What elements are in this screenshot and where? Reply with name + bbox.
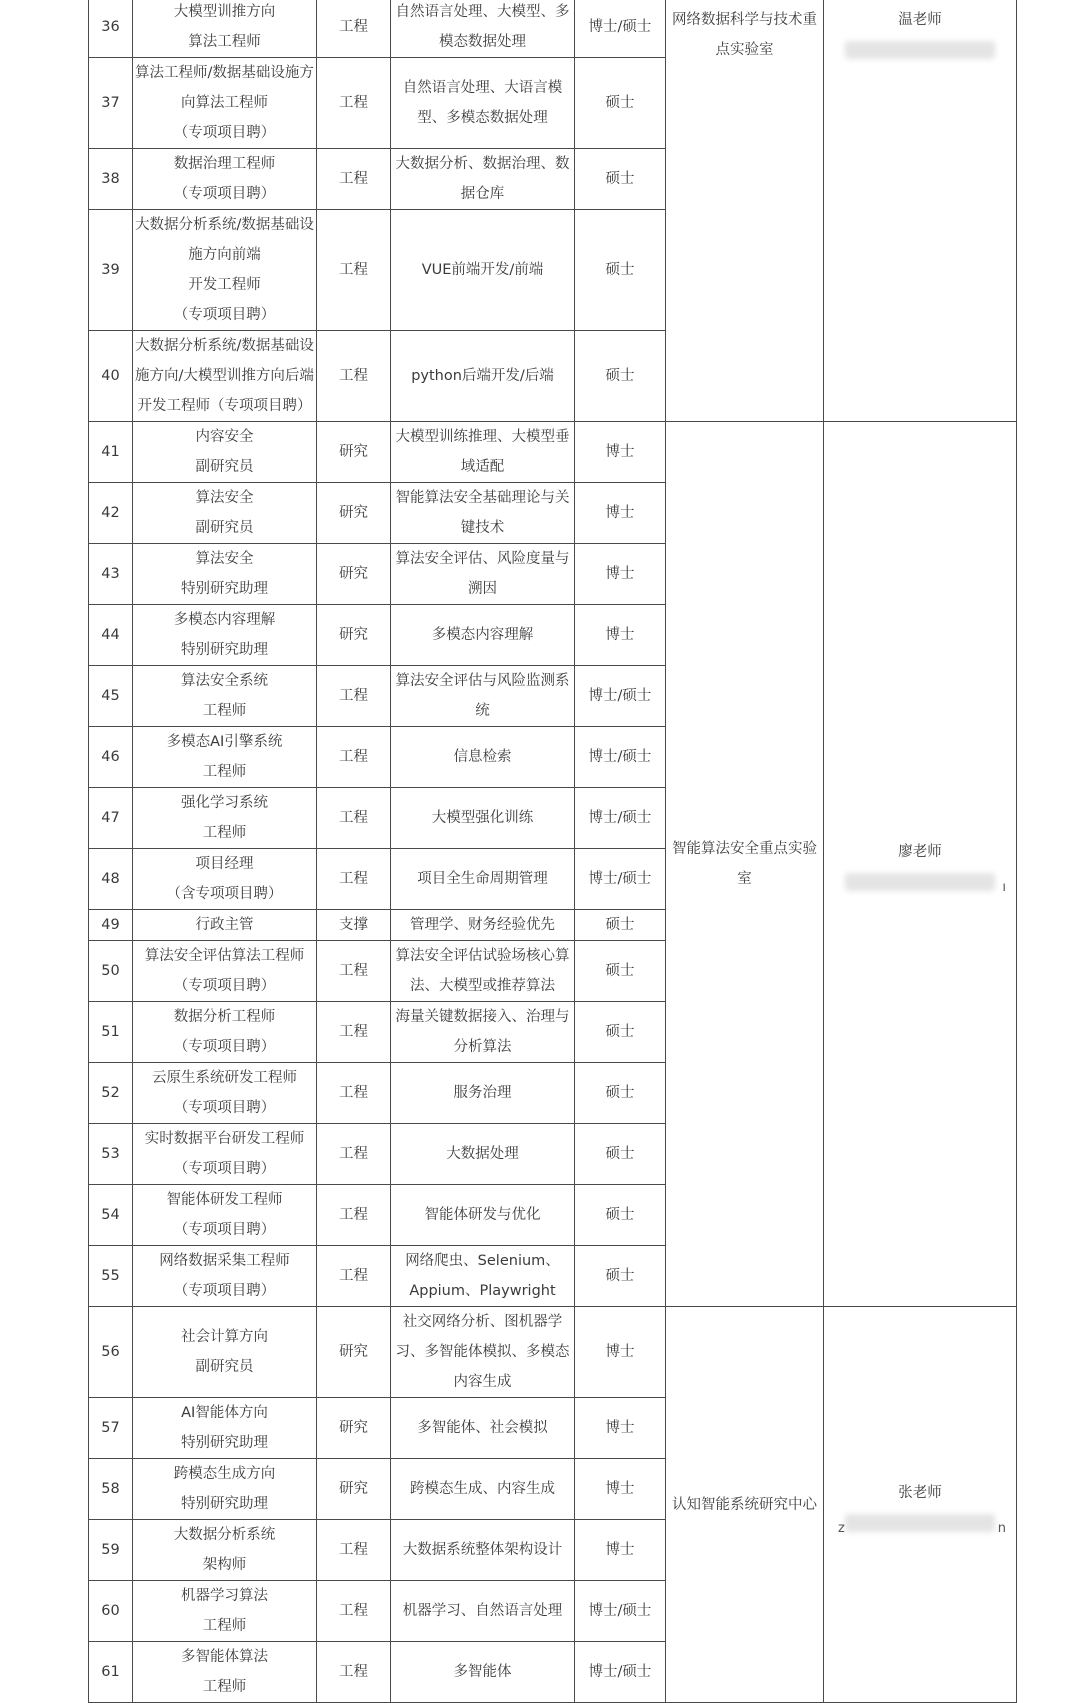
position-cell-line: （专项项目聘） bbox=[173, 186, 276, 202]
job-table bbox=[88, 0, 1017, 1703]
position-cell-line: （专项项目聘） bbox=[173, 1283, 276, 1299]
position-cell-line: 副研究员 bbox=[195, 1359, 254, 1375]
direction-cell-line: 溯因 bbox=[468, 581, 497, 597]
position-cell bbox=[133, 210, 317, 331]
direction-cell-line: VUE前端开发/前端 bbox=[421, 262, 544, 278]
direction-cell-line: 管理学、财务经验优先 bbox=[410, 917, 555, 933]
position-cell-line: 大模型训推方向 bbox=[173, 4, 276, 20]
direction-cell bbox=[391, 331, 575, 422]
degree-cell: 博士/硕士 bbox=[575, 0, 666, 58]
table-row bbox=[89, 0, 1017, 58]
degree-cell: 博士/硕士 bbox=[575, 666, 666, 727]
position-cell-line: 向算法工程师 bbox=[181, 95, 268, 111]
job-type-cell: 支撑 bbox=[317, 910, 391, 941]
position-cell-line: （专项项目聘） bbox=[173, 1100, 276, 1116]
position-cell-line: 施方向前端 bbox=[188, 247, 261, 263]
position-cell-line: 开发工程师 bbox=[188, 277, 261, 293]
position-cell bbox=[133, 1246, 317, 1307]
redaction-blur bbox=[845, 41, 995, 59]
row-number: 54 bbox=[89, 1185, 133, 1246]
position-cell-line: 社会计算方向 bbox=[181, 1329, 268, 1345]
job-type-cell: 工程 bbox=[317, 1642, 391, 1703]
row-number: 45 bbox=[89, 666, 133, 727]
row-number: 53 bbox=[89, 1124, 133, 1185]
job-type-cell: 工程 bbox=[317, 727, 391, 788]
direction-cell bbox=[391, 1063, 575, 1124]
job-type-cell: 工程 bbox=[317, 1002, 391, 1063]
position-cell-line: 算法安全评估算法工程师 bbox=[144, 948, 305, 964]
row-number: 47 bbox=[89, 788, 133, 849]
degree-cell: 博士/硕士 bbox=[575, 1581, 666, 1642]
position-cell-line: 工程师 bbox=[202, 825, 247, 841]
position-cell bbox=[133, 910, 317, 941]
direction-cell bbox=[391, 1581, 575, 1642]
direction-cell-line: 智能体研发与优化 bbox=[424, 1207, 541, 1223]
degree-cell: 博士 bbox=[575, 605, 666, 666]
direction-cell-line: 社交网络分析、图机器学 bbox=[402, 1314, 563, 1330]
direction-cell bbox=[391, 1124, 575, 1185]
direction-cell-line: 大模型强化训练 bbox=[431, 810, 534, 826]
position-cell bbox=[133, 1398, 317, 1459]
position-cell-line: （专项项目聘） bbox=[173, 1161, 276, 1177]
direction-cell-line: 法、大模型或推荐算法 bbox=[410, 978, 555, 994]
position-cell-line: 大数据分析系统 bbox=[173, 1527, 276, 1543]
row-number: 37 bbox=[89, 58, 133, 149]
direction-cell-line: 大模型训练推理、大模型垂 bbox=[395, 429, 570, 445]
direction-cell bbox=[391, 1398, 575, 1459]
direction-cell bbox=[391, 849, 575, 910]
direction-cell-line: 键技术 bbox=[460, 520, 505, 536]
direction-cell-line: 内容生成 bbox=[453, 1374, 512, 1390]
direction-cell bbox=[391, 727, 575, 788]
position-cell bbox=[133, 1124, 317, 1185]
position-cell-line: 特别研究助理 bbox=[181, 1435, 268, 1451]
direction-cell bbox=[391, 149, 575, 210]
degree-cell: 硕士 bbox=[575, 1124, 666, 1185]
position-cell-line: 工程师 bbox=[202, 764, 247, 780]
position-cell-line: 多智能体算法 bbox=[181, 1649, 268, 1665]
job-type-cell: 工程 bbox=[317, 331, 391, 422]
direction-cell bbox=[391, 422, 575, 483]
job-type-cell: 研究 bbox=[317, 483, 391, 544]
position-cell bbox=[133, 0, 317, 58]
contact-suffix: n bbox=[997, 1520, 1006, 1536]
job-type-cell: 工程 bbox=[317, 1063, 391, 1124]
row-number: 58 bbox=[89, 1459, 133, 1520]
direction-cell-line: 据仓库 bbox=[460, 186, 505, 202]
job-type-cell: 研究 bbox=[317, 1459, 391, 1520]
direction-cell-line: 算法安全评估、风险度量与 bbox=[395, 551, 570, 567]
contact-name: 温老师 bbox=[898, 12, 942, 28]
contact-name: 廖老师 bbox=[898, 844, 942, 860]
direction-cell bbox=[391, 210, 575, 331]
position-cell-line: 算法安全系统 bbox=[181, 673, 268, 689]
contact-cell bbox=[824, 1307, 1017, 1703]
degree-cell: 博士/硕士 bbox=[575, 849, 666, 910]
position-cell-line: 大数据分析系统/数据基础设 bbox=[135, 338, 314, 354]
position-cell-line: 云原生系统研发工程师 bbox=[152, 1070, 297, 1086]
position-cell-line: 副研究员 bbox=[195, 459, 254, 475]
direction-cell-line: 算法安全评估与风险监测系 bbox=[395, 673, 570, 689]
position-cell-line: （专项项目聘） bbox=[173, 125, 276, 141]
direction-cell-line: 算法安全评估试验场核心算 bbox=[395, 948, 570, 964]
position-cell-line: 智能体研发工程师 bbox=[166, 1192, 283, 1208]
position-cell bbox=[133, 849, 317, 910]
job-type-cell: 研究 bbox=[317, 605, 391, 666]
direction-cell-line: 多智能体 bbox=[453, 1664, 512, 1680]
position-cell-line: 特别研究助理 bbox=[181, 642, 268, 658]
degree-cell: 博士 bbox=[575, 1398, 666, 1459]
job-type-cell: 工程 bbox=[317, 58, 391, 149]
position-cell-line: 特别研究助理 bbox=[181, 581, 268, 597]
position-cell bbox=[133, 422, 317, 483]
position-cell-line: 特别研究助理 bbox=[181, 1496, 268, 1512]
direction-cell-line: 分析算法 bbox=[453, 1039, 512, 1055]
job-type-cell: 工程 bbox=[317, 1246, 391, 1307]
direction-cell bbox=[391, 910, 575, 941]
direction-cell-line: 自然语言处理、大模型、多 bbox=[395, 4, 570, 20]
degree-cell: 硕士 bbox=[575, 149, 666, 210]
degree-cell: 博士 bbox=[575, 544, 666, 605]
job-type-cell: 研究 bbox=[317, 1307, 391, 1398]
position-cell bbox=[133, 788, 317, 849]
position-cell-line: 算法安全 bbox=[195, 551, 254, 567]
department-cell-line: 智能算法安全重点实验 bbox=[672, 841, 817, 857]
row-number: 50 bbox=[89, 941, 133, 1002]
position-cell-line: 工程师 bbox=[202, 1679, 247, 1695]
direction-cell bbox=[391, 1307, 575, 1398]
direction-cell-line: 海量关键数据接入、治理与 bbox=[395, 1009, 570, 1025]
position-cell bbox=[133, 605, 317, 666]
degree-cell: 博士 bbox=[575, 1459, 666, 1520]
row-number: 36 bbox=[89, 0, 133, 58]
row-number: 43 bbox=[89, 544, 133, 605]
direction-cell-line: 域适配 bbox=[460, 459, 505, 475]
position-cell-line: 工程师 bbox=[202, 1618, 247, 1634]
position-cell-line: （专项项目聘） bbox=[173, 1039, 276, 1055]
row-number: 40 bbox=[89, 331, 133, 422]
direction-cell-line: 网络爬虫、Selenium、 bbox=[405, 1253, 560, 1269]
job-type-cell: 工程 bbox=[317, 149, 391, 210]
department-cell bbox=[666, 0, 824, 422]
position-cell-line: 多模态内容理解 bbox=[173, 612, 276, 628]
direction-cell-line: 项目全生命周期管理 bbox=[417, 871, 548, 887]
job-type-cell: 工程 bbox=[317, 788, 391, 849]
job-type-cell: 工程 bbox=[317, 210, 391, 331]
row-number: 55 bbox=[89, 1246, 133, 1307]
direction-cell bbox=[391, 483, 575, 544]
redaction-blur bbox=[845, 873, 995, 891]
direction-cell-line: 型、多模态数据处理 bbox=[417, 110, 548, 126]
direction-cell-line: 大数据处理 bbox=[446, 1146, 519, 1162]
position-cell bbox=[133, 666, 317, 727]
row-number: 49 bbox=[89, 910, 133, 941]
direction-cell bbox=[391, 58, 575, 149]
job-type-cell: 研究 bbox=[317, 544, 391, 605]
position-cell-line: （专项项目聘） bbox=[173, 307, 276, 323]
department-cell-line: 认知智能系统研究中心 bbox=[672, 1496, 817, 1513]
job-type-cell: 工程 bbox=[317, 0, 391, 58]
position-cell-line: 多模态AI引擎系统 bbox=[166, 734, 283, 750]
position-cell-line: 行政主管 bbox=[195, 917, 254, 933]
position-cell-line: 开发工程师（专项项目聘） bbox=[137, 398, 312, 414]
direction-cell-line: 自然语言处理、大语言模 bbox=[402, 80, 563, 96]
direction-cell bbox=[391, 666, 575, 727]
job-table-body bbox=[89, 0, 1017, 1703]
degree-cell: 硕士 bbox=[575, 1185, 666, 1246]
position-cell-line: 跨模态生成方向 bbox=[173, 1466, 276, 1482]
direction-cell-line: 模态数据处理 bbox=[439, 34, 526, 50]
row-number: 46 bbox=[89, 727, 133, 788]
degree-cell: 博士 bbox=[575, 483, 666, 544]
row-number: 42 bbox=[89, 483, 133, 544]
job-type-cell: 工程 bbox=[317, 666, 391, 727]
degree-cell: 硕士 bbox=[575, 1246, 666, 1307]
direction-cell bbox=[391, 1002, 575, 1063]
row-number: 41 bbox=[89, 422, 133, 483]
position-cell-line: 网络数据采集工程师 bbox=[159, 1253, 290, 1269]
direction-cell bbox=[391, 1642, 575, 1703]
department-cell bbox=[666, 422, 824, 1307]
degree-cell: 博士/硕士 bbox=[575, 1642, 666, 1703]
position-cell bbox=[133, 331, 317, 422]
position-cell-line: （专项项目聘） bbox=[173, 978, 276, 994]
job-type-cell: 工程 bbox=[317, 849, 391, 910]
position-cell bbox=[133, 483, 317, 544]
position-cell-line: AI智能体方向 bbox=[181, 1405, 268, 1421]
position-cell-line: 算法工程师 bbox=[188, 34, 261, 50]
direction-cell bbox=[391, 605, 575, 666]
contact-suffix: ı bbox=[1002, 880, 1006, 895]
position-cell bbox=[133, 1185, 317, 1246]
position-cell bbox=[133, 1581, 317, 1642]
row-number: 38 bbox=[89, 149, 133, 210]
degree-cell: 硕士 bbox=[575, 210, 666, 331]
degree-cell: 博士/硕士 bbox=[575, 727, 666, 788]
direction-cell-line: 机器学习、自然语言处理 bbox=[402, 1603, 563, 1619]
row-number: 52 bbox=[89, 1063, 133, 1124]
department-cell-line: 网络数据科学与技术重 bbox=[672, 12, 817, 28]
position-cell bbox=[133, 1459, 317, 1520]
position-cell-line: 架构师 bbox=[202, 1557, 247, 1573]
row-number: 44 bbox=[89, 605, 133, 666]
position-cell-line: 数据治理工程师 bbox=[173, 156, 276, 172]
direction-cell-line: 大数据系统整体架构设计 bbox=[402, 1542, 563, 1558]
redacted-contact-info bbox=[826, 1514, 1014, 1536]
position-cell bbox=[133, 1063, 317, 1124]
redacted-contact-info bbox=[826, 41, 1014, 59]
row-number: 51 bbox=[89, 1002, 133, 1063]
row-number: 59 bbox=[89, 1520, 133, 1581]
job-type-cell: 工程 bbox=[317, 941, 391, 1002]
degree-cell: 博士 bbox=[575, 1520, 666, 1581]
row-number: 48 bbox=[89, 849, 133, 910]
degree-cell: 博士 bbox=[575, 1307, 666, 1398]
direction-cell bbox=[391, 1246, 575, 1307]
direction-cell-line: 信息检索 bbox=[453, 749, 512, 765]
job-type-cell: 研究 bbox=[317, 422, 391, 483]
position-cell bbox=[133, 1520, 317, 1581]
position-cell-line: 机器学习算法 bbox=[181, 1588, 268, 1604]
position-cell-line: 项目经理 bbox=[195, 856, 254, 872]
contact-prefix: z bbox=[838, 1520, 845, 1536]
job-type-cell: 工程 bbox=[317, 1185, 391, 1246]
redacted-contact-info bbox=[826, 873, 1014, 895]
direction-cell bbox=[391, 0, 575, 58]
position-cell-line: （专项项目聘） bbox=[173, 1222, 276, 1238]
department-cell-line: 点实验室 bbox=[715, 42, 774, 58]
degree-cell: 博士 bbox=[575, 422, 666, 483]
contact-name: 张老师 bbox=[898, 1484, 942, 1501]
position-cell-line: 副研究员 bbox=[195, 520, 254, 536]
direction-cell bbox=[391, 941, 575, 1002]
row-number: 56 bbox=[89, 1307, 133, 1398]
row-number: 60 bbox=[89, 1581, 133, 1642]
job-type-cell: 工程 bbox=[317, 1520, 391, 1581]
contact-cell bbox=[824, 0, 1017, 422]
position-cell-line: 算法工程师/数据基础设施方 bbox=[135, 65, 314, 81]
position-cell bbox=[133, 149, 317, 210]
job-type-cell: 工程 bbox=[317, 1581, 391, 1642]
position-cell bbox=[133, 1002, 317, 1063]
degree-cell: 硕士 bbox=[575, 331, 666, 422]
redaction-blur bbox=[845, 1514, 995, 1532]
position-cell-line: 大数据分析系统/数据基础设 bbox=[135, 217, 314, 233]
position-cell-line: 内容安全 bbox=[195, 429, 254, 445]
position-cell bbox=[133, 941, 317, 1002]
direction-cell bbox=[391, 1185, 575, 1246]
direction-cell-line: 统 bbox=[475, 703, 490, 719]
position-cell-line: 施方向/大模型训推方向后端 bbox=[135, 368, 314, 384]
department-cell-line: 室 bbox=[737, 871, 752, 887]
position-cell bbox=[133, 544, 317, 605]
job-type-cell: 工程 bbox=[317, 1124, 391, 1185]
direction-cell-line: 多模态内容理解 bbox=[431, 627, 534, 643]
position-cell-line: （含专项项目聘） bbox=[166, 886, 283, 902]
direction-cell-line: 大数据分析、数据治理、数 bbox=[395, 156, 570, 172]
direction-cell-line: Appium、Playwright bbox=[409, 1283, 556, 1299]
department-cell bbox=[666, 1307, 824, 1703]
position-cell bbox=[133, 58, 317, 149]
position-cell-line: 强化学习系统 bbox=[181, 795, 268, 811]
position-cell bbox=[133, 1307, 317, 1398]
direction-cell-line: 智能算法安全基础理论与关 bbox=[395, 490, 570, 506]
row-number: 57 bbox=[89, 1398, 133, 1459]
degree-cell: 硕士 bbox=[575, 1002, 666, 1063]
degree-cell: 硕士 bbox=[575, 58, 666, 149]
direction-cell bbox=[391, 1459, 575, 1520]
row-number: 39 bbox=[89, 210, 133, 331]
degree-cell: 硕士 bbox=[575, 910, 666, 941]
position-cell-line: 算法安全 bbox=[195, 490, 254, 506]
degree-cell: 博士/硕士 bbox=[575, 788, 666, 849]
direction-cell bbox=[391, 544, 575, 605]
position-cell-line: 数据分析工程师 bbox=[173, 1009, 276, 1025]
position-cell-line: 实时数据平台研发工程师 bbox=[144, 1131, 305, 1147]
position-cell bbox=[133, 1642, 317, 1703]
direction-cell bbox=[391, 1520, 575, 1581]
direction-cell bbox=[391, 788, 575, 849]
degree-cell: 硕士 bbox=[575, 941, 666, 1002]
job-type-cell: 研究 bbox=[317, 1398, 391, 1459]
contact-cell bbox=[824, 422, 1017, 1307]
direction-cell-line: 多智能体、社会模拟 bbox=[417, 1420, 548, 1436]
row-number: 61 bbox=[89, 1642, 133, 1703]
direction-cell-line: 跨模态生成、内容生成 bbox=[410, 1481, 555, 1497]
position-cell bbox=[133, 727, 317, 788]
direction-cell-line: 服务治理 bbox=[453, 1085, 512, 1101]
position-cell-line: 工程师 bbox=[202, 703, 247, 719]
table-row bbox=[89, 422, 1017, 483]
direction-cell-line: 习、多智能体模拟、多模态 bbox=[395, 1344, 570, 1360]
table-row bbox=[89, 1307, 1017, 1398]
degree-cell: 硕士 bbox=[575, 1063, 666, 1124]
direction-cell-line: python后端开发/后端 bbox=[411, 368, 554, 384]
